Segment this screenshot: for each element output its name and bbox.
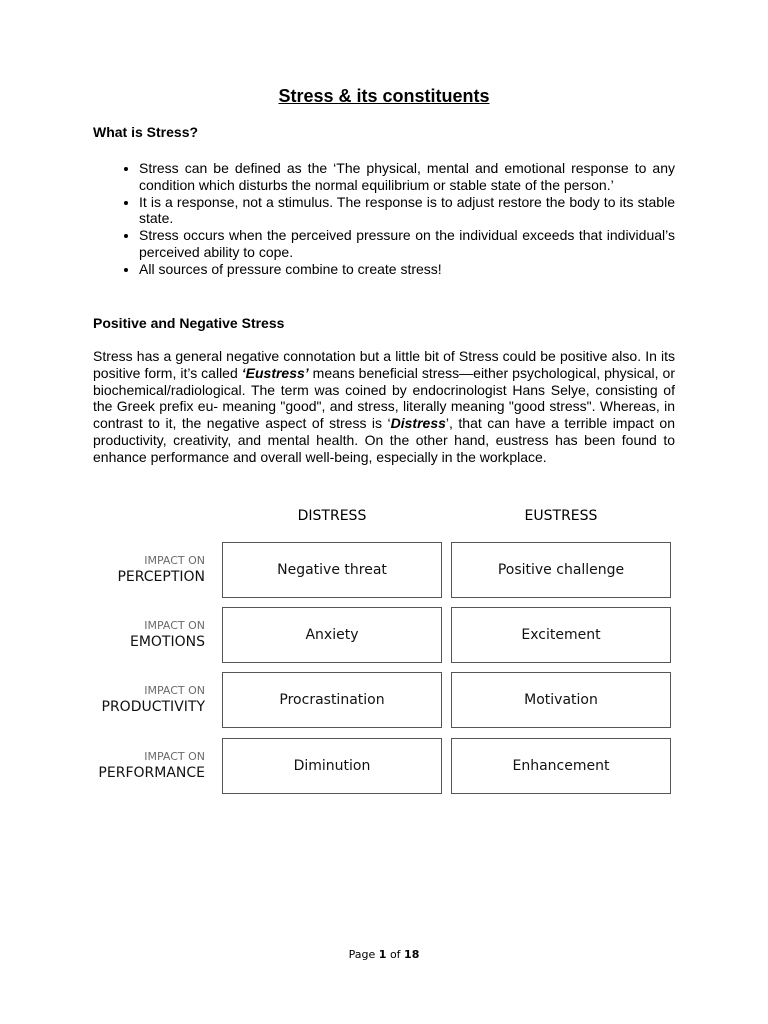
list-item: • It is a response, not a stimulus. The response is to adjust restore the body to its stable state. (139, 194, 675, 228)
paragraph-text: ’, that can have a terrible impact on productivity, creativity, and mental health. On the other hand, eustress has been found to enhance performance and overall well-being, especially in the workplace. (93, 415, 675, 465)
stress-paragraph (93, 348, 675, 466)
paragraph-text: Stress has a general negative connotation but a little bit of Stress could be positive also. In its positive form, it’s called (93, 348, 675, 381)
row-label-productivity (60, 684, 205, 716)
row-label-main: PERCEPTION (117, 569, 205, 585)
distress-term: Distress (390, 415, 446, 432)
list-item: • Stress can be defined as the ‘The physical, mental and emotional response to any condition which disturbs the normal equilibrium or stable state of the person.’ (139, 160, 675, 194)
row-label-small: IMPACT ON (144, 619, 205, 632)
row-label-small: IMPACT ON (144, 554, 205, 567)
cell-distress-perception: Negative threat (222, 542, 442, 598)
row-label-emotions (60, 619, 205, 651)
row-label-performance (60, 750, 205, 782)
list-item: • All sources of pressure combine to create stress! (139, 261, 675, 278)
row-label-main: PRODUCTIVITY (101, 699, 205, 715)
list-item: • Stress occurs when the perceived pressure on the individual exceeds that individual’s perceived ability to cope. (139, 227, 675, 261)
stress-definition-list (93, 160, 675, 278)
cell-eustress-emotions: Excitement (451, 607, 671, 663)
eustress-column-header: EUSTRESS (524, 508, 598, 524)
cell-distress-productivity: Procrastination (222, 672, 442, 728)
of-word: of (389, 948, 401, 961)
eustress-term: ‘Eustress’ (241, 364, 309, 381)
cell-eustress-productivity: Motivation (451, 672, 671, 728)
cell-distress-emotions: Anxiety (222, 607, 442, 663)
distress-column-header: DISTRESS (297, 508, 367, 524)
cell-distress-performance: Diminution (222, 738, 442, 794)
row-label-small: IMPACT ON (144, 750, 205, 763)
page-word: Page (348, 948, 376, 961)
row-label-main: EMOTIONS (129, 634, 205, 650)
page-footer (0, 948, 768, 961)
what-is-stress-heading: What is Stress? (93, 124, 199, 140)
row-label-perception (60, 554, 205, 586)
page-number: 1 (378, 948, 387, 961)
cell-eustress-performance: Enhancement (451, 738, 671, 794)
positive-negative-heading: Positive and Negative Stress (93, 315, 285, 331)
page-total: 18 (404, 948, 420, 961)
paragraph-text: means beneficial stress—either psychological, physical, or biochemical/radiological. The term was coined by endocrinologist Hans Selye, consisting of the Greek prefix eu- meaning "good", and stress, literally meaning "good stress". Whereas, in contrast to it, the negative aspect of stress is ‘ (93, 364, 675, 432)
row-label-small: IMPACT ON (144, 684, 205, 697)
row-label-main: PERFORMANCE (98, 765, 205, 781)
page-title: Stress & its constituents (278, 86, 490, 106)
cell-eustress-perception: Positive challenge (451, 542, 671, 598)
